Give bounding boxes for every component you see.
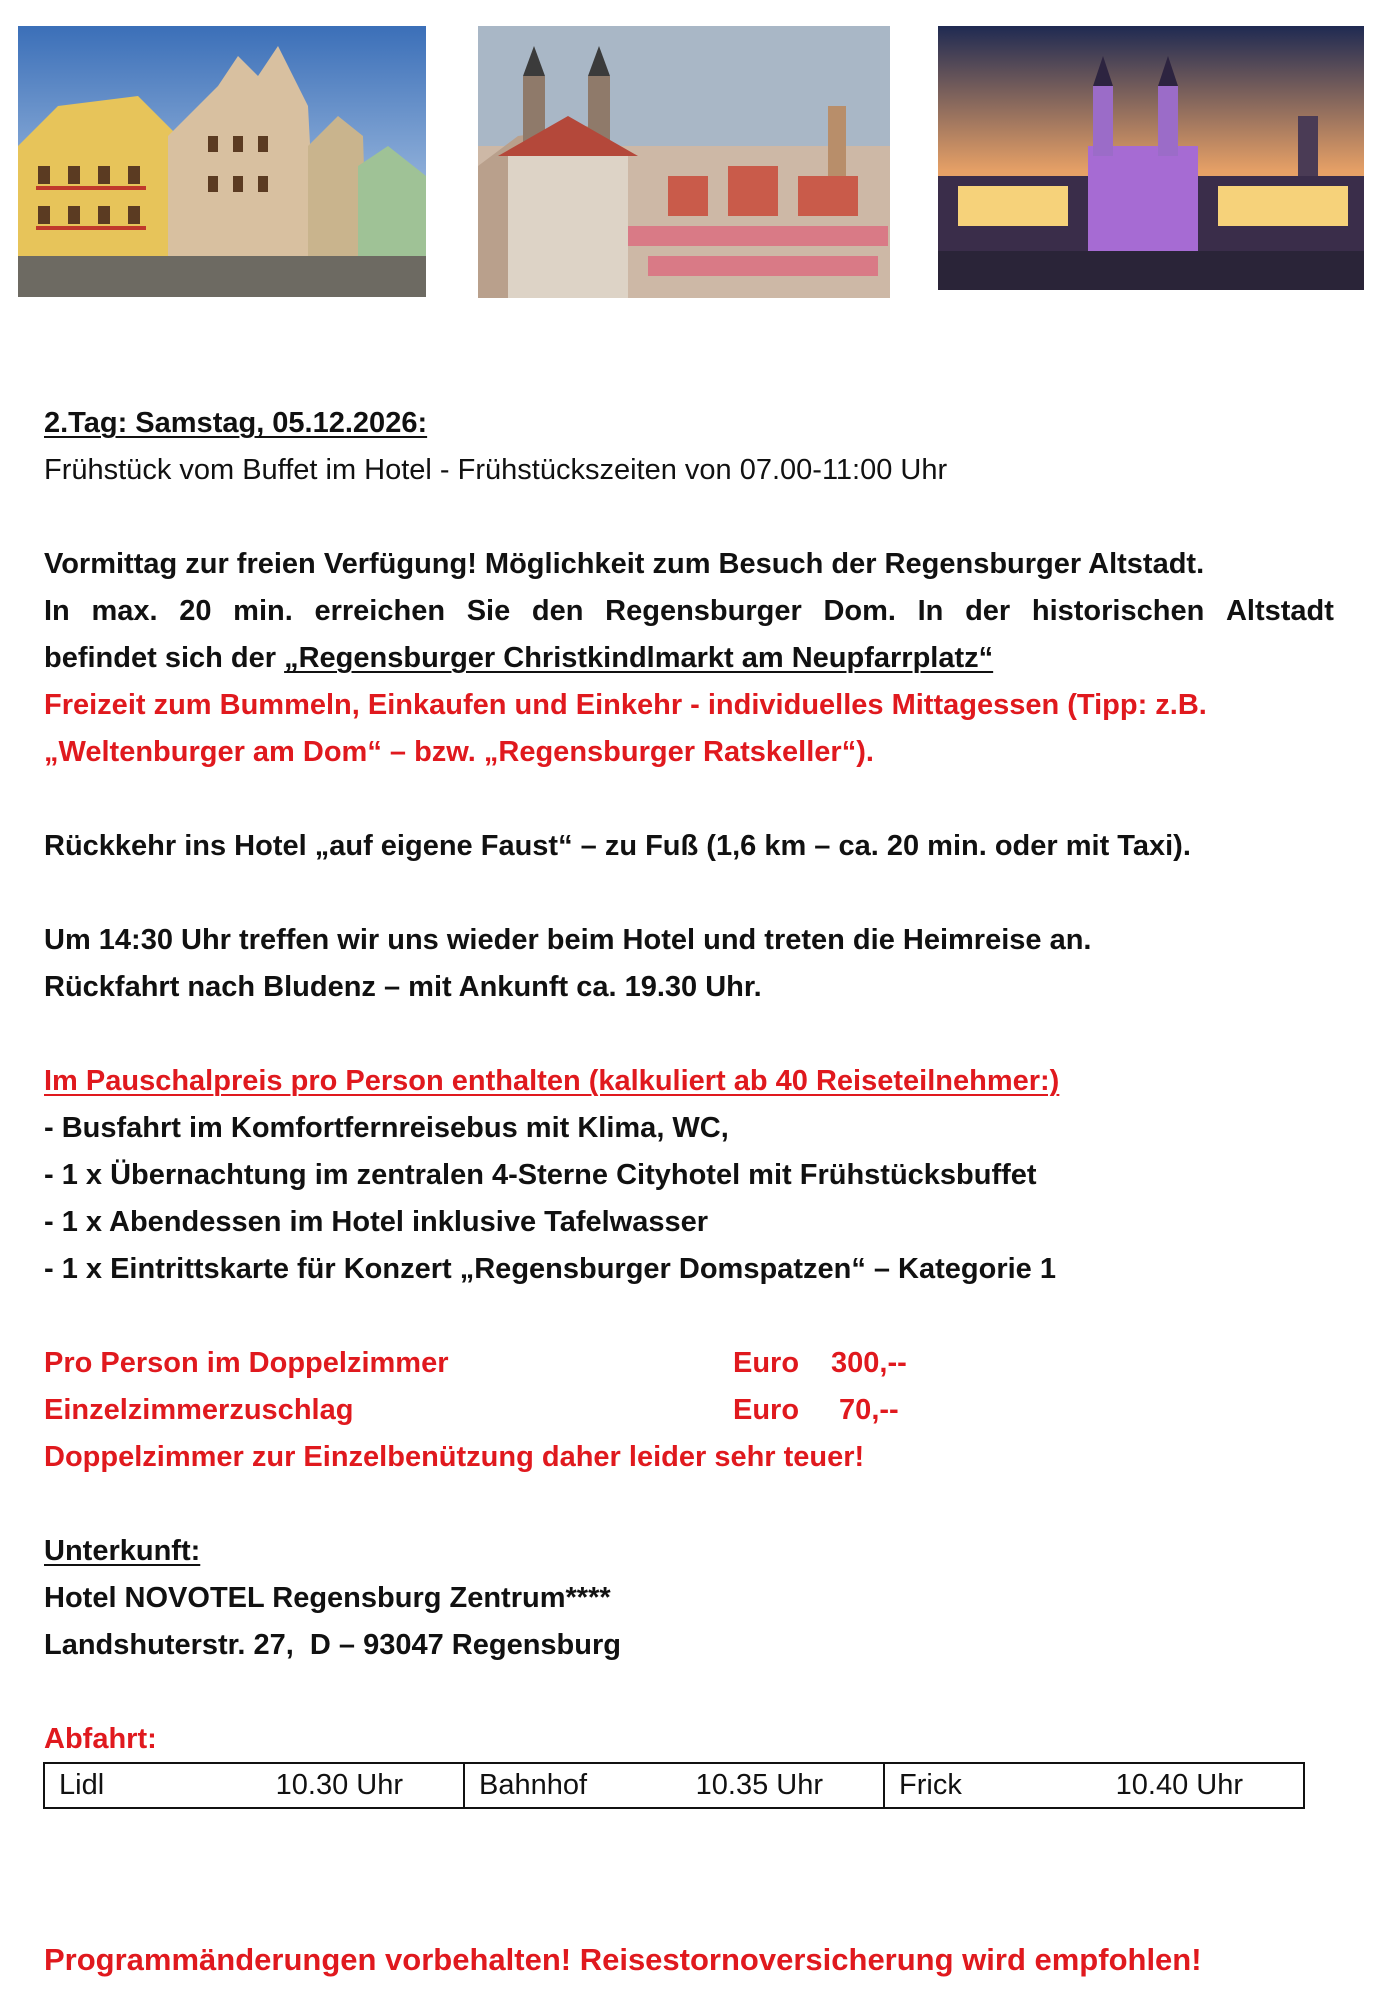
morning-line-2-word: der [965,595,1011,627]
departure-cell [45,1764,463,1807]
price-amount: 70,-- [831,1394,899,1426]
morning-line-3 [44,635,1334,682]
morning-line-3-prefix: befindet sich der [44,642,285,674]
footer-notice: Programmänderungen vorbehalten! Reisestornoversicherung wird empfohlen! [44,1942,1202,1977]
morning-line-2 [44,588,1334,635]
photo-regensburg-altstadt-houses [18,26,426,297]
morning-line-2-word: max. [91,595,158,627]
included-item: - 1 x Abendessen im Hotel inklusive Tafelwasser [44,1206,709,1238]
hotel-address: Landshuterstr. 27, D – 93047 Regensburg [44,1629,621,1661]
morning-line-2-word: erreichen [314,595,446,627]
breakfast-info: Frühstück vom Buffet im Hotel - Frühstückszeiten von 07.00-11:00 Uhr [44,454,948,486]
price-row-double [44,1340,1334,1387]
photo-neupfarrplatz-night [938,26,1364,290]
return-ride: Rückfahrt nach Bludenz – mit Ankunft ca. 19.30 Uhr. [44,971,762,1003]
price-currency: Euro [733,1394,800,1426]
free-time-line-1: Freizeit zum Bummeln, Einkaufen und Einkehr - individuelles Mittagessen (Tipp: z.B. [44,689,1207,721]
price-amount: 300,-- [831,1347,907,1379]
departure-time: 10.35 Uhr [695,1769,823,1801]
morning-line-2-word: In [44,595,70,627]
departure-cell [463,1764,883,1807]
departure-time: 10.40 Uhr [1115,1769,1243,1801]
morning-line-2-word: Dom. [823,595,896,627]
morning-line-1: Vormittag zur freien Verfügung! Möglichkeit zum Besuch der Regensburger Altstadt. [44,548,1205,580]
return-hotel: Rückkehr ins Hotel „auf eigene Faust“ – zu Fuß (1,6 km – ca. 20 min. oder mit Taxi). [44,830,1191,862]
included-item: - Busfahrt im Komfortfernreisebus mit Klima, WC, [44,1112,729,1144]
christkindlmarkt-link: „Regensburger Christkindlmarkt am Neupfarrplatz“ [284,642,994,674]
price-label: Pro Person im Doppelzimmer [44,1347,449,1379]
accommodation-heading: Unterkunft: [44,1535,201,1567]
price-row-single-supplement [44,1387,1334,1434]
included-heading: Im Pauschalpreis pro Person enthalten (kalkuliert ab 40 Reiseteilnehmer:) [44,1065,1060,1097]
morning-line-2-word: In [917,595,944,627]
included-item: - 1 x Eintrittskarte für Konzert „Regensburger Domspatzen“ – Kategorie 1 [44,1253,1056,1285]
price-note: Doppelzimmer zur Einzelbenützung daher leider sehr teuer! [44,1441,865,1473]
free-time-line-2: „Weltenburger am Dom“ – bzw. „Regensburger Ratskeller“). [44,736,874,768]
morning-line-2-word: historischen [1031,595,1205,627]
departure-place: Lidl [59,1769,105,1801]
departure-heading: Abfahrt: [44,1723,157,1755]
day-heading: 2.Tag: Samstag, 05.12.2026: [44,407,428,439]
departure-place: Frick [899,1769,962,1801]
departure-time: 10.30 Uhr [275,1769,403,1801]
program-text [44,400,1334,1763]
morning-line-2-word: min. [233,595,293,627]
departure-place: Bahnhof [479,1769,588,1801]
morning-line-2-word: den [531,595,584,627]
included-item: - 1 x Übernachtung im zentralen 4-Sterne Cityhotel mit Frühstücksbuffet [44,1159,1037,1191]
morning-line-2-word: Regensburger [605,595,802,627]
morning-line-2-word: Altstadt [1225,595,1334,627]
departure-cell [883,1764,1303,1807]
meeting-time: Um 14:30 Uhr treffen wir uns wieder beim Hotel und treten die Heimreise an. [44,924,1092,956]
photo-neupfarrplatz-day [478,26,890,298]
price-label: Einzelzimmerzuschlag [44,1394,354,1426]
morning-line-2-word: Sie [466,595,511,627]
departure-table [43,1762,1305,1809]
price-currency: Euro [733,1347,800,1379]
morning-line-2-word: 20 [179,595,212,627]
hotel-name: Hotel NOVOTEL Regensburg Zentrum**** [44,1582,611,1614]
